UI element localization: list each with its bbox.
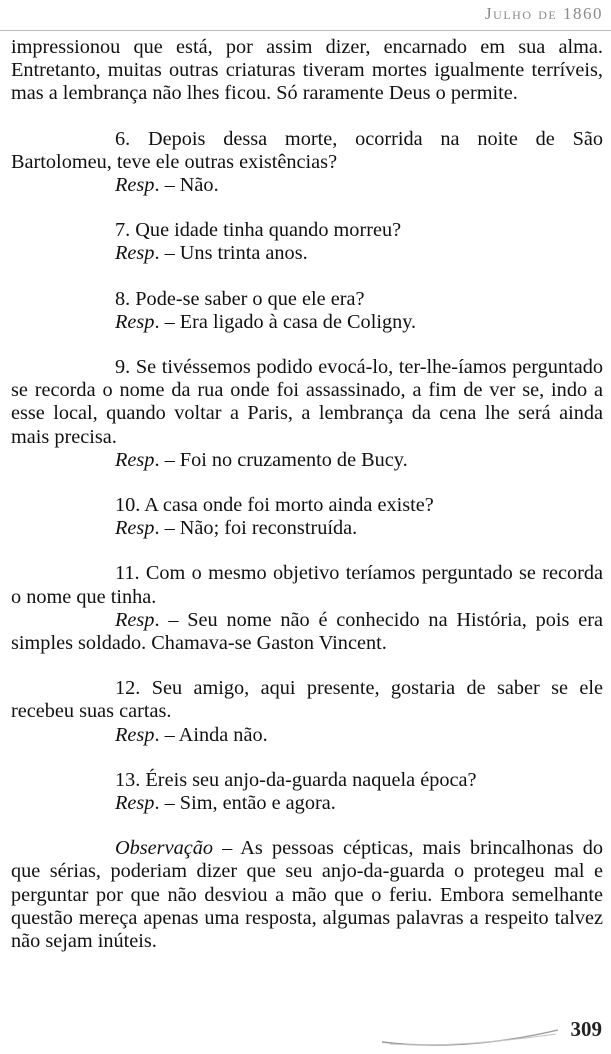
footer-swash-ornament <box>380 1024 560 1048</box>
observation-paragraph <box>11 837 603 953</box>
answer-label: Resp <box>115 310 155 333</box>
answer-11 <box>11 609 603 655</box>
question-12: 12. Seu amigo, aqui presente, gostaria de saber se ele recebeu suas cartas. <box>11 677 603 723</box>
page-body <box>11 36 603 953</box>
question-9: 9. Se tivéssemos podido evocá-lo, ter-lhe-íamos perguntado se recorda o nome da rua onde foi assassinado, a fim de ver se, indo a esse local, quando voltar a Paris, a lembrança da cena lhe será ainda mais precisa. <box>11 356 603 448</box>
answer-13 <box>11 792 603 815</box>
answer-label: Resp <box>115 242 155 265</box>
answer-9 <box>11 449 603 472</box>
header-divider <box>0 30 611 31</box>
answer-6 <box>11 174 603 197</box>
answer-12 <box>11 724 603 747</box>
answer-7 <box>11 242 603 265</box>
question-6: 6. Depois dessa morte, ocorrida na noite de São Bartolomeu, teve ele outras existências? <box>11 127 603 173</box>
question-10: 10. A casa onde foi morto ainda existe? <box>115 494 434 517</box>
answer-label: Resp <box>115 174 155 197</box>
running-header: Julho de 1860 <box>485 4 603 23</box>
page-number: 309 <box>570 1017 602 1041</box>
answer-text: . – Não; foi reconstruída. <box>154 517 358 540</box>
question-13: 13. Éreis seu anjo-da-guarda naquela época? <box>115 768 477 791</box>
answer-text: . – Era ligado à casa de Coligny. <box>154 310 417 333</box>
answer-text: . – Não. <box>154 174 219 197</box>
answer-label: Resp <box>115 792 155 815</box>
answer-text: . – Uns trinta anos. <box>154 242 308 265</box>
answer-label: Resp <box>115 517 155 540</box>
question-7: 7. Que idade tinha quando morreu? <box>115 219 402 242</box>
answer-text: . – Foi no cruzamento de Bucy. <box>154 448 408 471</box>
answer-10 <box>11 517 603 540</box>
answer-text: . – Sim, então e agora. <box>154 792 336 815</box>
answer-text: . – Seu nome não é conhecido na História, pois era simples soldado. Chamava-se Gaston Vincent. <box>11 608 603 655</box>
paragraph-continuation: impressionou que está, por assim dizer, encarnado em sua alma. Entretanto, muitas outras criaturas tiveram mortes igualmente terríveis, mas a lembrança não lhes ficou. Só raramente Deus o permite. <box>11 36 603 105</box>
observation-text: – As pessoas cépticas, mais brincalhonas do que sérias, poderiam dizer que seu anjo-da-guarda o protegeu mal e perguntar por que não desviou a mão que o feriu. Embora semelhante questão mereça apenas uma resposta, algumas palavras a respeito talvez não sejam inúteis. <box>11 837 603 953</box>
question-11: 11. Com o mesmo objetivo teríamos perguntado se recorda o nome que tinha. <box>11 562 603 608</box>
answer-label: Resp <box>115 608 155 631</box>
question-8: 8. Pode-se saber o que ele era? <box>115 287 365 310</box>
observation-label: Observação <box>115 837 213 860</box>
answer-text: . – Ainda não. <box>154 723 268 746</box>
answer-label: Resp <box>115 723 155 746</box>
answer-label: Resp <box>115 448 155 471</box>
answer-8 <box>11 311 603 334</box>
